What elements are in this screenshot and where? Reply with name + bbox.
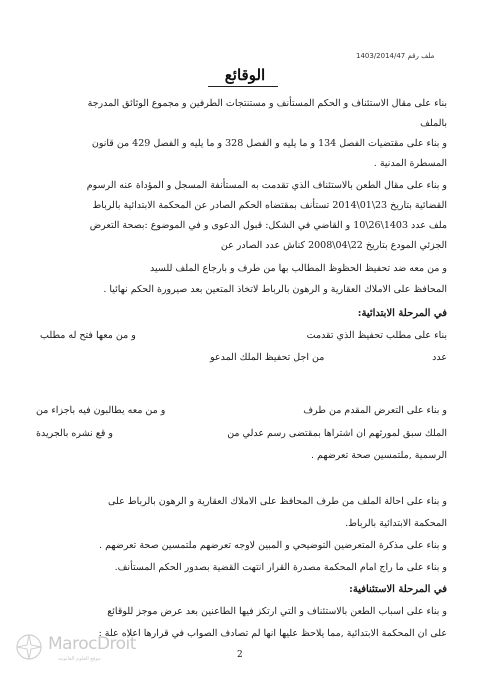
body-line: و بناء على مذكرة المتعرضين التوضيحي و المبين لاوجه تعرضهم ملتمسين صحة تعرضهم . — [99, 540, 447, 551]
body-line: المسطرة المدنية . — [373, 158, 447, 169]
body-line: الرسمية ,ملتمسين صحة تعرضهم . — [310, 450, 447, 461]
body-line: المحكمة الابتدائية بالرباط. — [345, 518, 447, 529]
logo-text: MarocDroit — [48, 634, 136, 654]
body-line: على ان المحكمة الابتدائية ,مما يلاحظ عليها انها لم تصادف الصواب في قرارها اعلاه علة : — [98, 628, 447, 639]
body-line: عدد — [432, 352, 447, 363]
body-line: ملف عدد 1403\26\10 و القاضي في الشكل: قبول الدعوى و في الموضوع :بصحة التعرض — [89, 220, 447, 231]
page-number: 2 — [237, 650, 243, 660]
logo-subtext: موقع العلوم القانونية — [58, 656, 101, 662]
body-line: و بناء على مقال الطعن بالاستئناف الذي تقدمت به المستأنفة المسجل و المؤداة عنه الرسوم — [86, 180, 447, 191]
body-line: الجزئي المودع بتاريخ 22\04\2008 كناش عدد الصادر عن — [220, 240, 447, 251]
body-fragment: و من معها فتح له مطلب — [40, 330, 136, 341]
body-line: المحافظ على الاملاك العقارية و الرهون بالرباط لاتخاذ المتعين بعد صيرورة الحكم نهائيا . — [103, 284, 447, 295]
section-heading-first-instance: في المرحلة الابتدائية: — [357, 308, 447, 319]
body-line: بالملف — [420, 118, 447, 129]
body-line: القضائية بتاريخ 23\01\2014 تستأنف بمقتضاه الحكم الصادر عن المحكمة الابتدائية بالرباط — [92, 200, 447, 211]
body-line: و بناء على التعرض المقدم من طرف — [303, 405, 447, 416]
title-underline — [208, 86, 278, 87]
body-fragment: من اجل تحفيظ الملك المدعو — [210, 352, 325, 363]
section-heading-appeal: في المرحلة الاستئنافية: — [349, 584, 447, 595]
logo-mark-icon — [14, 632, 44, 662]
section-title: الوقائع — [224, 66, 266, 84]
body-line: و بناء على ما راج امام المحكمة مصدرة القرار انتهت القضية بصدور الحكم المستأنف. — [114, 562, 447, 573]
body-fragment: و من معه يطالبون فيه باجزاء من — [36, 405, 166, 416]
body-line: الملك سبق لمورثهم ان اشتراها بمقتضى رسم عدلي من — [227, 428, 447, 439]
watermark-logo — [14, 628, 144, 676]
body-line: بناء على مقال الاستئناف و الحكم المستأنف و مستنتجات الطرفين و مجموع الوثائق المدرجة — [87, 98, 447, 109]
body-line: بناء على مطلب تحفيظ الذي تقدمت — [306, 330, 447, 341]
body-line: و بناء على مقتضيات الفصل 134 و ما يليه و الفصل 328 و ما يليه و الفصل 429 من قانون — [91, 138, 447, 149]
body-line: و من معه ضد تحفيظ الحظوظ المطالب بها من طرف و بارجاع الملف للسيد — [150, 263, 447, 274]
body-fragment: و قع نشره بالجريدة — [36, 428, 113, 439]
case-reference: 1403/2014/47 ملف رقم — [356, 52, 435, 60]
body-line: و بناء على اسباب الطعن بالاستئناف و التي ارتكز فيها الطاعنين بعد عرض موجز للوقائع — [107, 606, 447, 617]
body-line: و بناء على احالة الملف من طرف المحافظ على الاملاك العقارية و الرهون بالرباط على — [108, 496, 447, 507]
